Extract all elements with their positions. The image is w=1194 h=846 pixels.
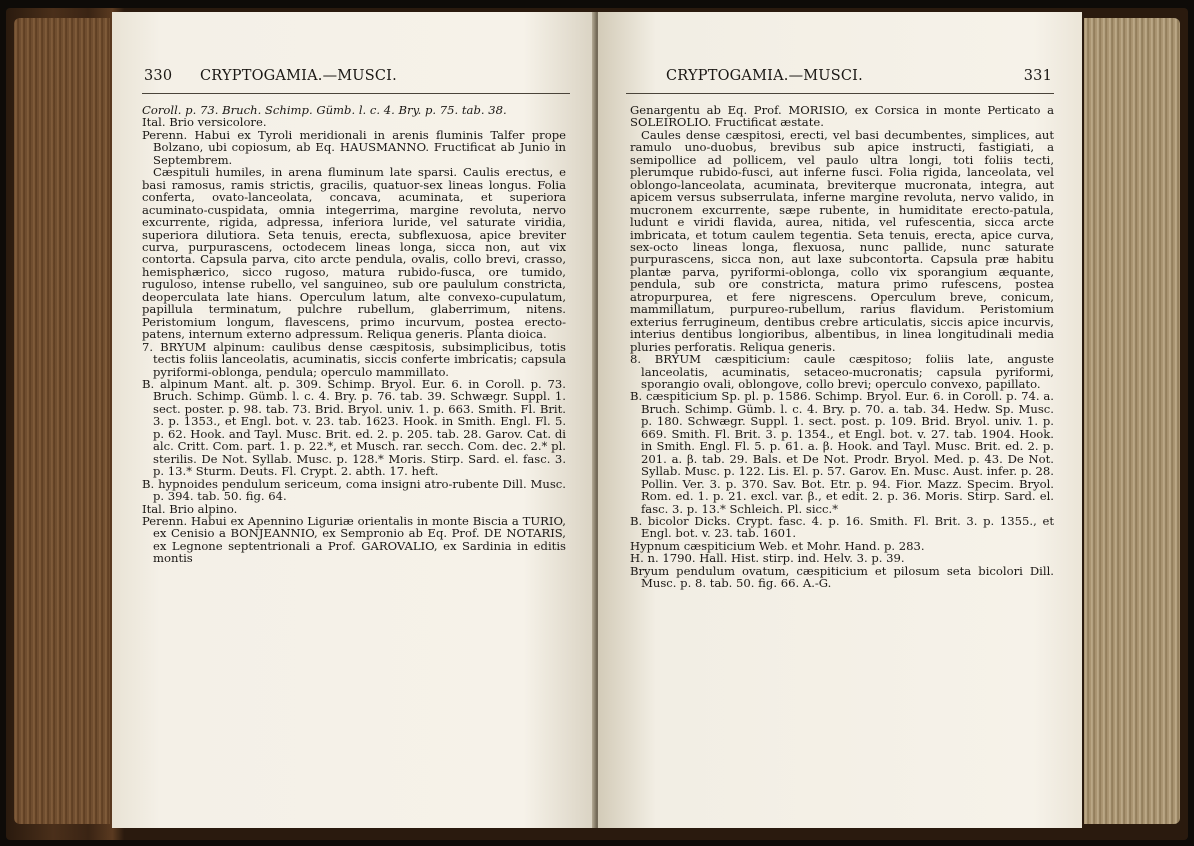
text-paragraph: Genargentu ab Eq. Prof. MORISIO, ex Corsica in monte Perticato a SOLEIROLIO. Fructificat æstate. (630, 103, 1054, 130)
text-paragraph: 7. BRYUM alpinum: caulibus dense cæspitosis, subsimplicibus, totis tectis foliis lanceolatis, acuminatis, siccis conferte imbricatis; capsula pyriformi-oblonga, pendula; operculo mammillato. (142, 339, 566, 379)
header-rule (626, 93, 1054, 94)
header-rule (142, 93, 570, 94)
running-head: CRYPTOGAMIA.—MUSCI. (666, 68, 863, 84)
page-number: 330 (144, 68, 173, 84)
text-paragraph: Perenn. Habui ex Tyroli meridionali in arenis fluminis Talfer prope Bolzano, ubi copiosum, ab Eq. HAUSMANNO. Fructificat ab Junio in Septembrem. (142, 127, 566, 167)
text-paragraph: Ital. Brio versicolore. (142, 115, 267, 130)
left-page-text (142, 104, 566, 565)
page-number: 331 (1023, 68, 1052, 84)
right-page (598, 12, 1082, 828)
right-page-edges (1084, 18, 1180, 824)
left-page-edges (14, 18, 110, 824)
text-paragraph: Ital. Brio alpino. (142, 501, 238, 516)
text-paragraph: Bryum pendulum ovatum, cæspiticium et pilosum seta bicolori Dill. Musc. p. 8. tab. 50. fig. 66. A.-G. (630, 563, 1054, 591)
text-paragraph: Caules dense cæspitosi, erecti, vel basi decumbentes, simplices, aut ramulo uno-duobus, brevibus sub apice instructi, fastigiati, a semipollice ad pollicem, vel paulo ultra longi, toti foliis tecti, plerumque rubido-fusci, aut inferne fusci. Folia rigida, lanceolata, vel oblongo-lanceolata, acuminata, breviterque mucronata, integra, aut apicem versus subserrulata, inferne margine revoluta, nervo valido, in mucronem excurrente, sæpe rubente, in humiditate erecto-patula, ludunt e viridi flavida, aurea, nitida, vel rufescentia, sicca arcte imbricata, et totum caulem tegentia. Seta tenuis, erecta, apice curva, sex-octo lineas longa, flexuosa, nunc pallide, nunc saturate purpurascens, sicca non, aut laxe subcontorta. Capsula præ habitu plantæ parva, pyriformi-oblonga, collo vix sporangium æquante, pendula, sub ore constricta, matura primo rufescens, postea atropurpurea, et fere nigrescens. Operculum breve, conicum, mammillatum, purpureo-rubellum, rarius flavidum. Peristomium exterius ferrugineum, dentibus crebre articulatis, siccis apice incurvis, interius dentibus longioribus, albentibus, in linea longitudinali media pluries perforatis. Reliqua generis. (630, 127, 1054, 354)
text-paragraph: B. cæspiticium Sp. pl. p. 1586. Schimp. Bryol. Eur. 6. in Coroll. p. 74. a. Bruch. Schimp. Gümb. l. c. 4. Bry. p. 70. a. tab. 34. Hedw. Sp. Musc. p. 180. Schwægr. Suppl. 1. sect. post. p. 109. Brid. Bryol. univ. 1. p. 669. Smith. Fl. Brit. 3. p. 1354., et Engl. bot. v. 27. tab. 1904. Hook. in Smith. Engl. Fl. 5. p. 61. a. β. Hook. and Tayl. Musc. Brit. ed. 2. p. 201. a. β. tab. 29. Bals. et De Not. Prodr. Bryol. Med. p. 43. De Not. Syllab. Musc. p. 122. Lis. El. p. 57. Garov. En. Musc. Aust. infer. p. 28. Pollin. Ver. 3. p. 370. Sav. Bot. Etr. p. 94. Fior. Mazz. Specim. Bryol. Rom. ed. 1. p. 21. excl. var. β., et edit. 2. p. 36. Moris. Stirp. Sard. el. fasc. 3. p. 13.* Schleich. Pl. sicc.* (630, 389, 1054, 516)
text-paragraph: Coroll. p. 73. Bruch. Schimp. Gümb. l. c. 4. Bry. p. 75. tab. 38. (142, 103, 507, 117)
text-paragraph: Perenn. Habui ex Apennino Liguriæ orientalis in monte Biscia a TURIO, ex Cenisio a BONJEANNIO, ex Sempronio ab Eq. Prof. DE NOTARIS, ex Legnone septentrionali a Prof. GAROVALIO, ex Sardinia in editis montis (142, 513, 566, 566)
left-page (112, 12, 596, 828)
right-page-header (628, 68, 1052, 90)
text-paragraph: Hypnum cæspiticium Web. et Mohr. Hand. p. 283. (630, 538, 925, 553)
left-page-header (144, 68, 568, 90)
running-head: CRYPTOGAMIA.—MUSCI. (200, 68, 397, 84)
text-paragraph: 8. BRYUM cæspiticium: caule cæspitoso; foliis late, anguste lanceolatis, acuminatis, setaceo-mucronatis; capsula pyriformi, sporangio ovali, oblongove, collo brevi; operculo convexo, papillato. (630, 352, 1054, 391)
text-paragraph: B. alpinum Mant. alt. p. 309. Schimp. Bryol. Eur. 6. in Coroll. p. 73. Bruch. Schimp. Gümb. l. c. 4. Bry. p. 76. tab. 39. Schwægr. Suppl. 1. sect. poster. p. 98. tab. 73. Brid. Bryol. univ. 1. p. 663. Smith. Fl. Brit. 3. p. 1353., et Engl. bot. v. 23. tab. 1623. Hook. in Smith. Engl. Fl. 5. p. 62. Hook. and Tayl. Musc. Brit. ed. 2. p. 205. tab. 28. Garov. Cat. di alc. Critt. Com. part. 1. p. 22.*, et Musch. rar. secch. Com. dec. 2.* pl. sterilis. De Not. Syllab. Musc. p. 128.* Moris. Stirp. Sard. el. fasc. 3. p. 13.* Sturm. Deuts. Fl. Crypt. 2. abth. 17. heft. (142, 376, 566, 479)
text-paragraph: H. n. 1790. Hall. Hist. stirp. ind. Helv. 3. p. 39. (630, 551, 905, 566)
text-paragraph: Cæspituli humiles, in arena fluminum late sparsi. Caulis erectus, e basi ramosus, ramis strictis, gracilis, quatuor-sex lineas longus. Folia conferta, ovato-lanceolata, concava, acuminata, et superiora acuminato-cuspidata, omnia integerrima, margine revoluta, nervo excurrente, rigida, adpressa, inferiora luride, vel saturate viridia, superiora dilutiora. Seta tenuis, erecta, subflexuosa, apice breviter curva, purpurascens, octodecem lineas longa, sicca non, aut vix contorta. Capsula parva, cito arcte pendula, ovalis, collo brevi, crasso, hemisphærico, sicco rugoso, matura rubido-fusca, ore tumido, ruguloso, intense rubello, vel sanguineo, sub ore paululum constricta, deoperculata late hians. Operculum latum, alte convexo-cupulatum, papillula terminatum, pulchre rubellum, glaberrimum, nitens. Peristomium longum, flavescens, primo incurvum, postea erecto-patens, internum externo adpressum. Reliqua generis. Planta dioica. (142, 165, 566, 342)
right-page-text (630, 104, 1054, 590)
text-paragraph: B. bicolor Dicks. Crypt. fasc. 4. p. 16. Smith. Fl. Brit. 3. p. 1355., et Engl. bot. v. 23. tab. 1601. (630, 513, 1054, 541)
text-paragraph: B. hypnoides pendulum sericeum, coma insigni atro-rubente Dill. Musc. p. 394. tab. 50. fig. 64. (142, 476, 566, 504)
